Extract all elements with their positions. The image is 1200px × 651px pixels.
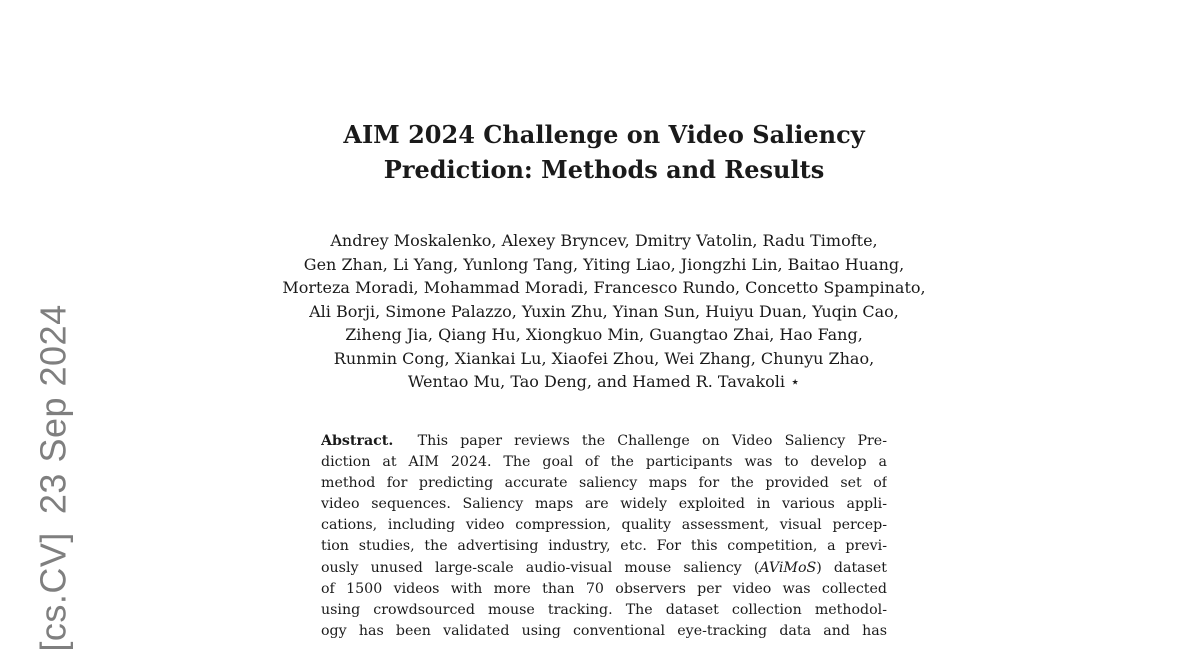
author-line: Morteza Moradi, Mohammad Moradi, Francesco Rundo, Concetto Spampinato, — [282, 278, 926, 297]
abstract-line: method for predicting accurate saliency maps for the provided set of — [321, 475, 887, 492]
author-line: Gen Zhan, Li Yang, Yunlong Tang, Yiting Liao, Jiongzhi Lin, Baitao Huang, — [303, 254, 905, 274]
abstract-line: of 1500 videos with more than 70 observers per video was collected — [321, 580, 887, 597]
abstract-text: This paper reviews the Challenge on Video Saliency Pre- — [417, 433, 887, 449]
abstract-line — [321, 431, 887, 452]
arxiv-date: 23 Sep 2024 — [33, 303, 75, 514]
abstract-line: using crowdsourced mouse tracking. The dataset collection methodol- — [321, 601, 887, 618]
abstract — [321, 431, 887, 642]
author-line: Wentao Mu, Tao Deng, and Hamed R. Tavakoli ⋆ — [407, 372, 801, 391]
abstract-label: Abstract. — [321, 433, 394, 449]
author-line: Runmin Cong, Xiankai Lu, Xiaofei Zhou, Wei Zhang, Chunyu Zhao, — [333, 348, 875, 368]
author-line: Ali Borji, Simone Palazzo, Yuxin Zhu, Yinan Sun, Huiyu Duan, Yuqin Cao, — [309, 301, 899, 321]
abstract-text: ) dataset — [816, 559, 887, 576]
paper-title — [0, 117, 1200, 187]
abstract-line — [321, 558, 887, 579]
title-line: Prediction: Methods and Results — [383, 155, 825, 184]
dataset-name: AViMoS — [759, 559, 817, 576]
author-line: Ziheng Jia, Qiang Hu, Xiongkuo Min, Guangtao Zhai, Hao Fang, — [345, 325, 863, 344]
abstract-line: ogy has been validated using conventional eye-tracking data and has — [321, 622, 887, 639]
abstract-line: cations, including video compression, quality assessment, visual percep- — [321, 517, 887, 534]
abstract-text: ously unused large-scale audio-visual mouse saliency ( — [321, 559, 760, 576]
title-line: AIM 2024 Challenge on Video Saliency — [343, 120, 865, 149]
abstract-line: tion studies, the advertising industry, etc. For this competition, a previ- — [321, 538, 887, 555]
author-list — [0, 229, 1200, 394]
author-line: Andrey Moskalenko, Alexey Bryncev, Dmitry Vatolin, Radu Timofte, — [330, 231, 878, 250]
abstract-line: video sequences. Saliency maps are widely exploited in various appli- — [321, 496, 887, 513]
arxiv-category: [cs.CV] — [33, 531, 75, 651]
abstract-line: diction at AIM 2024. The goal of the participants was to develop a — [321, 454, 887, 471]
